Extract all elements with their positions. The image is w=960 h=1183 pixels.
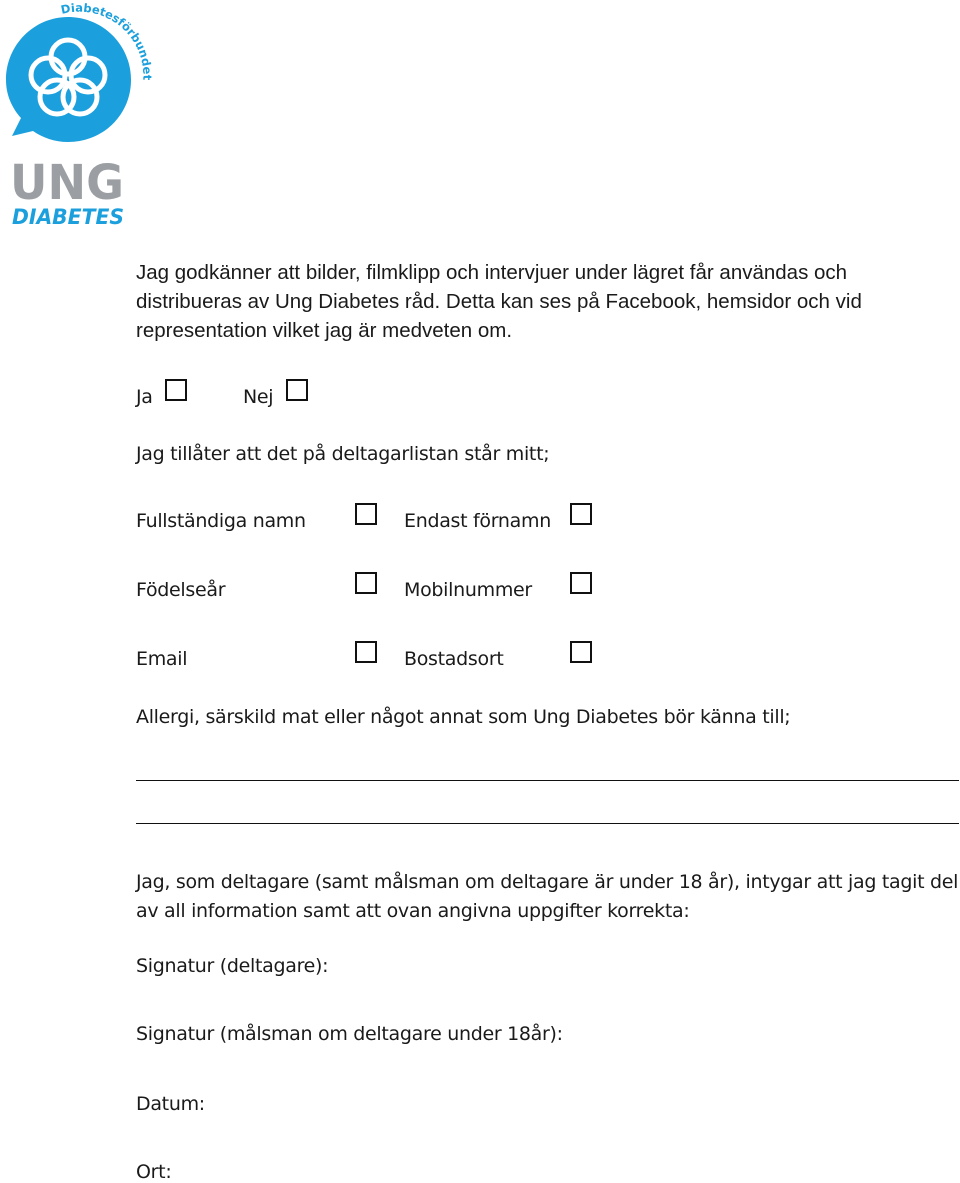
wordmark-ung: UNG — [10, 155, 124, 211]
consent-line: representation vilket jag är medveten om. — [136, 319, 513, 342]
participant-list-heading: Jag tillåter att det på deltagarlistan står mitt; — [136, 443, 550, 465]
option-city-label: Bostadsort — [404, 648, 504, 670]
yes-checkbox[interactable] — [165, 379, 187, 401]
consent-line: distribueras av Ung Diabetes råd. Detta kan ses på Facebook, hemsidor och vid — [136, 290, 862, 313]
option-full-name-label: Fullständiga namn — [136, 510, 306, 532]
option-mobile-label: Mobilnummer — [404, 579, 532, 601]
brand-arc-text: Diabetesförbundet — [59, 0, 155, 81]
option-mobile-checkbox[interactable] — [570, 572, 592, 594]
no-checkbox[interactable] — [286, 379, 308, 401]
option-birth-year-checkbox[interactable] — [355, 572, 377, 594]
wordmark-diabetes: DIABETES — [12, 205, 124, 229]
option-first-name-checkbox[interactable] — [570, 503, 592, 525]
attestation-line: Jag, som deltagare (samt målsman om deltagare är under 18 år), intygar att jag tagit del — [136, 871, 959, 893]
date-label: Datum: — [136, 1093, 205, 1115]
allergy-answer-line-1[interactable] — [136, 780, 959, 781]
logo-graphic — [0, 0, 160, 235]
participant-signature-label: Signatur (deltagare): — [136, 955, 329, 977]
place-label: Ort: — [136, 1161, 172, 1183]
attestation-line: av all information samt att ovan angivna uppgifter korrekta: — [136, 900, 690, 922]
ung-diabetes-logo — [0, 0, 160, 235]
guardian-signature-label: Signatur (målsman om deltagare under 18år): — [136, 1023, 563, 1045]
option-email-checkbox[interactable] — [355, 641, 377, 663]
option-first-name-label: Endast förnamn — [404, 510, 551, 532]
speech-bubble-shape — [6, 17, 131, 142]
option-city-checkbox[interactable] — [570, 641, 592, 663]
consent-line: Jag godkänner att bilder, filmklipp och intervjuer under lägret får användas och — [136, 261, 848, 284]
consent-paragraph — [136, 258, 936, 345]
option-full-name-checkbox[interactable] — [355, 503, 377, 525]
allergy-answer-line-2[interactable] — [136, 823, 959, 824]
option-email-label: Email — [136, 648, 188, 670]
no-label: Nej — [243, 386, 274, 408]
yes-label: Ja — [136, 386, 153, 408]
allergy-label: Allergi, särskild mat eller något annat som Ung Diabetes bör känna till; — [136, 706, 791, 728]
option-birth-year-label: Födelseår — [136, 579, 226, 601]
